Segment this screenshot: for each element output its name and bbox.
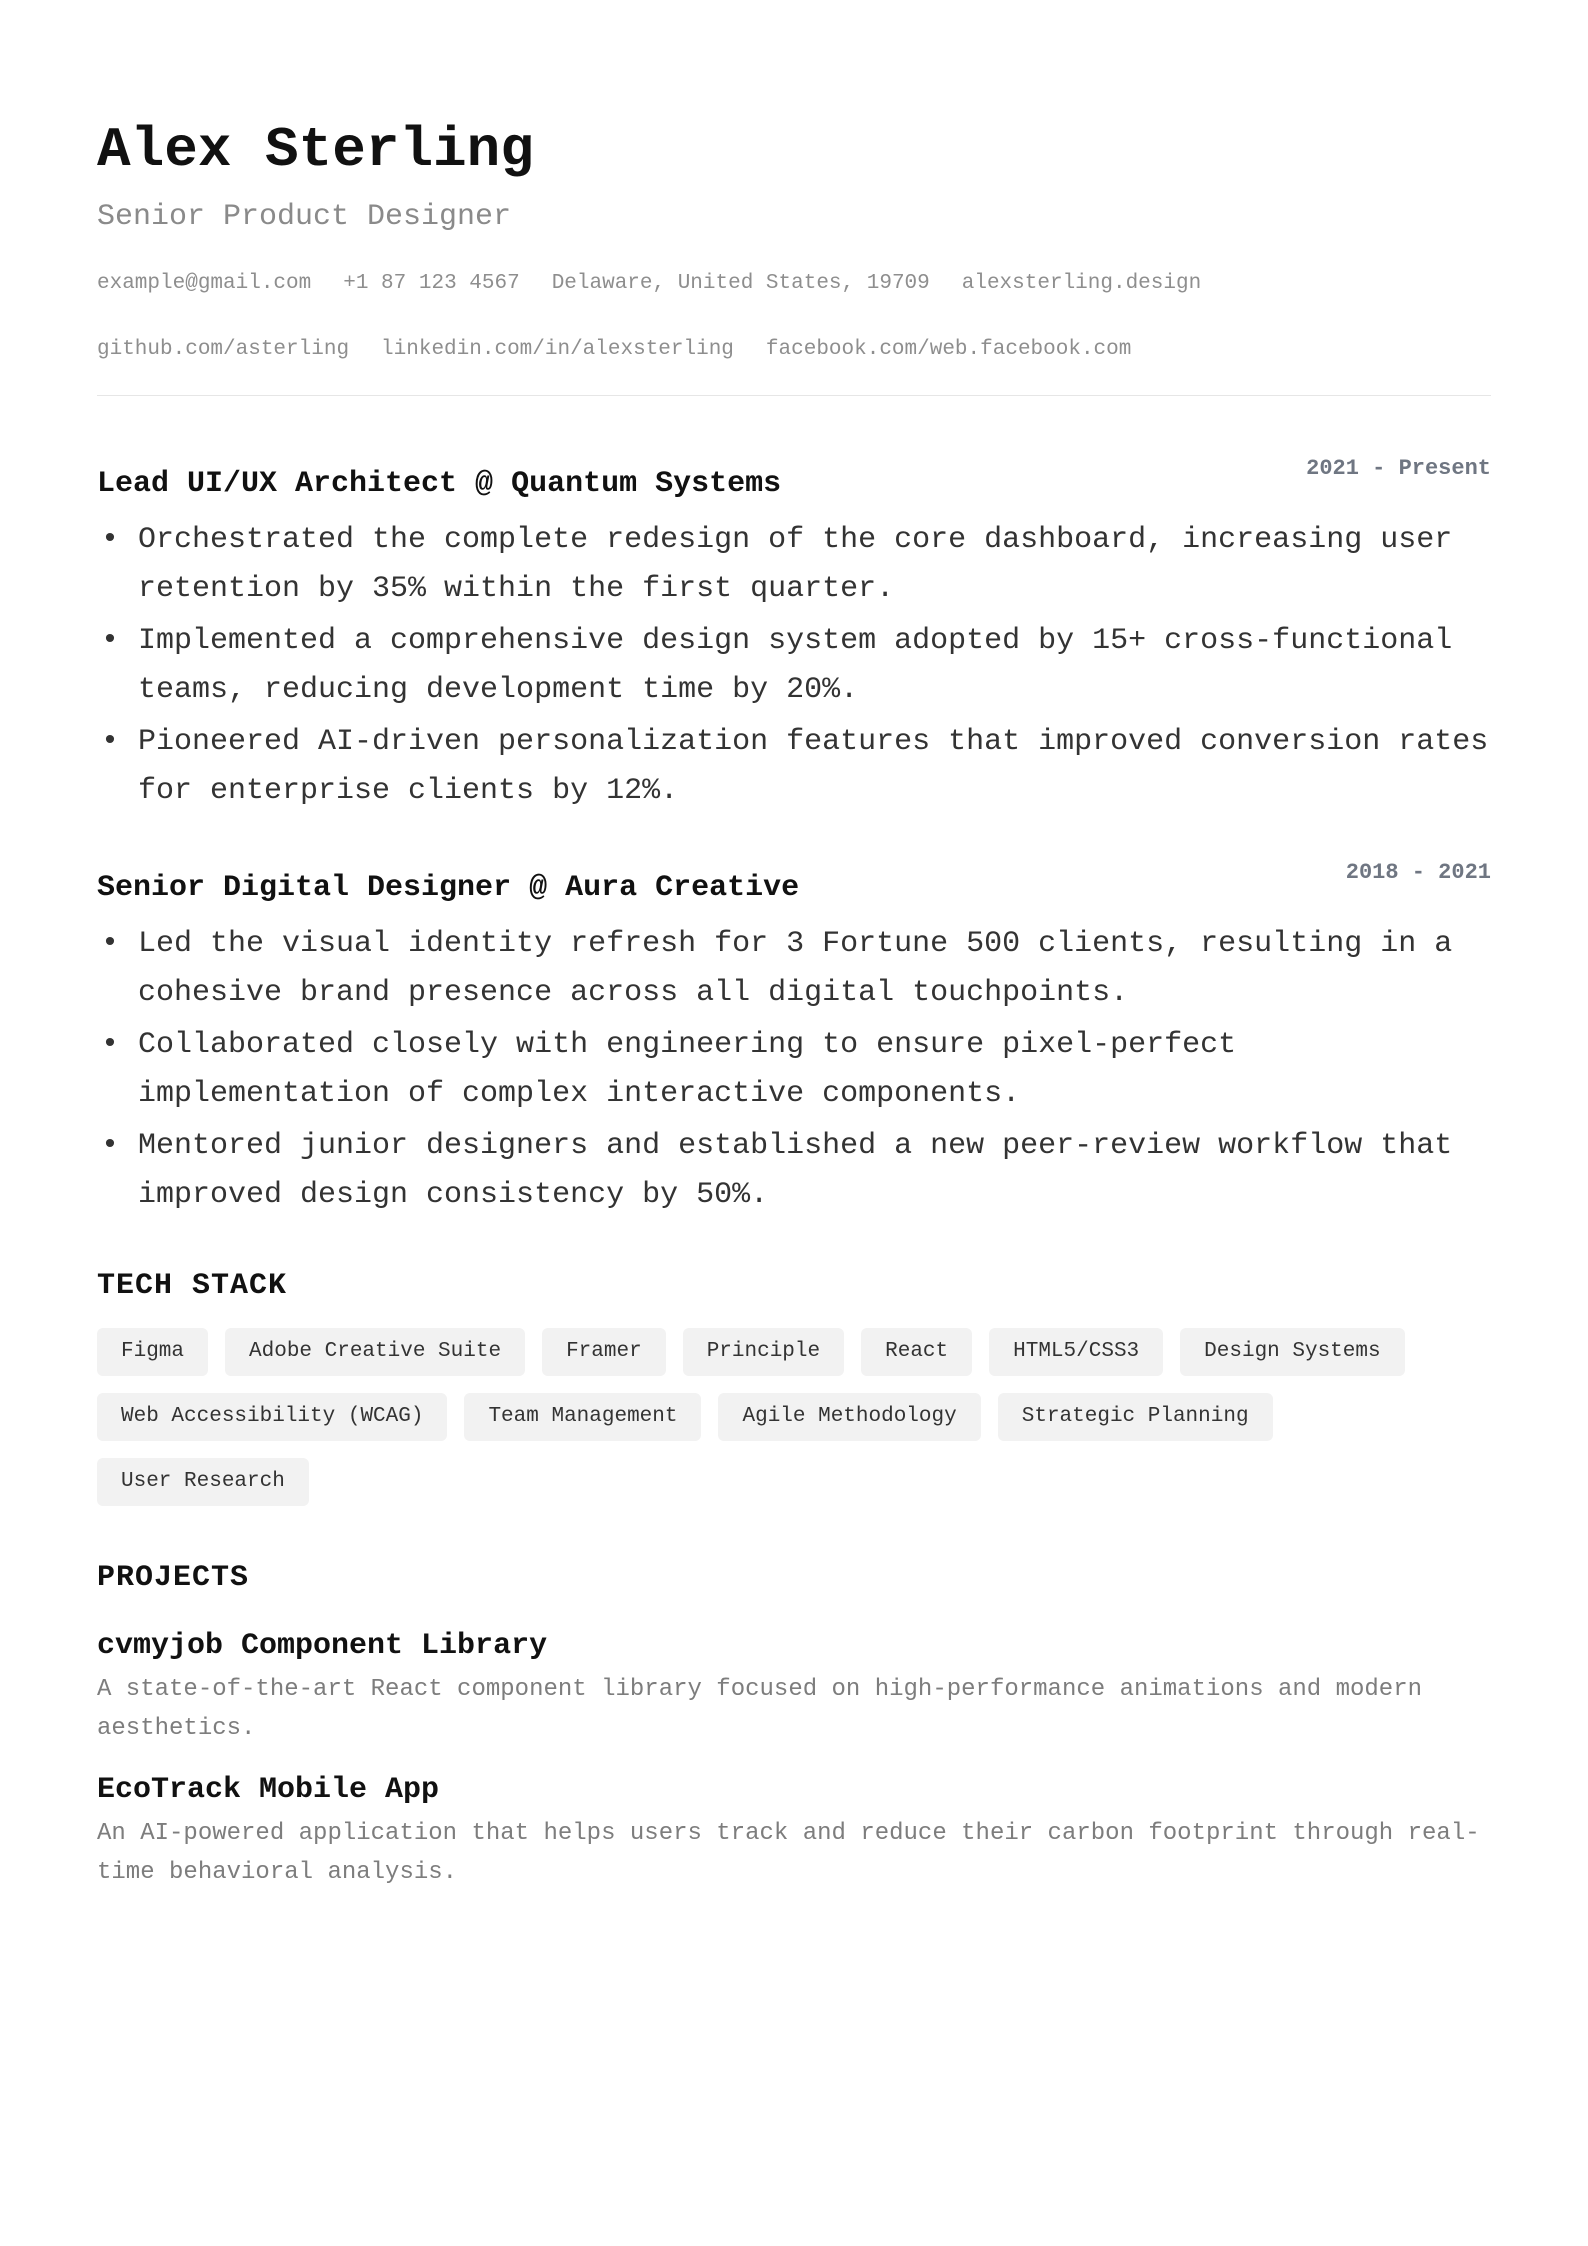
experience-header — [97, 456, 1491, 504]
contact-phone[interactable]: +1 87 123 4567 — [343, 272, 520, 295]
contact-row-social — [97, 336, 1491, 364]
experience-entry — [97, 860, 1491, 1220]
bullet-marker: • — [101, 1129, 120, 1163]
job-bullet — [97, 1021, 1491, 1119]
project-title: EcoTrack Mobile App — [97, 1773, 440, 1807]
project-entry — [97, 1770, 1491, 1892]
project-description: An AI-powered application that helps users track and reduce their carbon footprint through real-time behavioral analysis. — [97, 1820, 1480, 1886]
tech-stack-tags — [97, 1328, 1491, 1506]
skill-tag: Framer — [542, 1328, 666, 1376]
job-bullet — [97, 718, 1491, 816]
bullet-marker: • — [101, 927, 120, 961]
job-bullets — [97, 516, 1491, 816]
bullet-text: Collaborated closely with engineering to ensure pixel-perfect implementation of complex interactive components. — [138, 1028, 1237, 1111]
bullet-marker: • — [101, 725, 120, 759]
contact-row-primary — [97, 270, 1491, 298]
skill-tag: Strategic Planning — [998, 1393, 1273, 1441]
skill-tag: Agile Methodology — [718, 1393, 980, 1441]
skill-tag: Web Accessibility (WCAG) — [97, 1393, 447, 1441]
experience-entry — [97, 456, 1491, 816]
candidate-role: Senior Product Designer — [97, 200, 512, 234]
job-bullet — [97, 617, 1491, 715]
job-date: 2018 - 2021 — [1345, 860, 1491, 885]
bullet-text: Implemented a comprehensive design system adopted by 15+ cross-functional teams, reducing development time by 20%. — [138, 624, 1453, 707]
contact-linkedin[interactable]: linkedin.com/in/alexsterling — [381, 338, 734, 361]
bullet-text: Orchestrated the complete redesign of the core dashboard, increasing user retention by 35% within the first quarter. — [138, 523, 1453, 606]
project-title: cvmyjob Component Library — [97, 1629, 548, 1663]
bullet-text: Pioneered AI-driven personalization features that improved conversion rates for enterprise clients by 12%. — [138, 725, 1489, 808]
contact-email[interactable]: example@gmail.com — [97, 272, 312, 295]
contact-github[interactable]: github.com/asterling — [97, 338, 350, 361]
job-bullet — [97, 516, 1491, 614]
skill-tag: Adobe Creative Suite — [225, 1328, 525, 1376]
bullet-text: Mentored junior designers and established a new peer-review workflow that improved design consistency by 50%. — [138, 1129, 1453, 1212]
candidate-name: Alex Sterling — [97, 118, 534, 182]
tech-stack-heading: TECH STACK — [97, 1269, 288, 1303]
skill-tag: React — [861, 1328, 972, 1376]
skill-tag: Figma — [97, 1328, 208, 1376]
contact-facebook[interactable]: facebook.com/web.facebook.com — [765, 338, 1132, 361]
skill-tag: Team Management — [464, 1393, 701, 1441]
job-date: 2021 - Present — [1306, 456, 1491, 481]
header-divider — [97, 395, 1491, 396]
contact-location: Delaware, United States, 19709 — [551, 272, 930, 295]
bullet-text: Led the visual identity refresh for 3 Fortune 500 clients, resulting in a cohesive brand presence across all digital touchpoints. — [138, 927, 1453, 1010]
skill-tag: HTML5/CSS3 — [989, 1328, 1163, 1376]
skill-tag: Principle — [683, 1328, 844, 1376]
job-bullets — [97, 920, 1491, 1220]
job-title: Lead UI/UX Architect @ Quantum Systems — [97, 467, 782, 501]
skill-tag: User Research — [97, 1458, 309, 1506]
project-description: A state-of-the-art React component library focused on high-performance animations and modern aesthetics. — [97, 1676, 1423, 1742]
job-title: Senior Digital Designer @ Aura Creative — [97, 871, 800, 905]
skill-tag: Design Systems — [1180, 1328, 1404, 1376]
project-entry — [97, 1626, 1491, 1748]
bullet-marker: • — [101, 1028, 120, 1062]
job-bullet — [97, 1122, 1491, 1220]
job-bullet — [97, 920, 1491, 1018]
experience-header — [97, 860, 1491, 908]
bullet-marker: • — [101, 523, 120, 557]
contact-website[interactable]: alexsterling.design — [961, 272, 1202, 295]
projects-heading: PROJECTS — [97, 1561, 250, 1595]
bullet-marker: • — [101, 624, 120, 658]
